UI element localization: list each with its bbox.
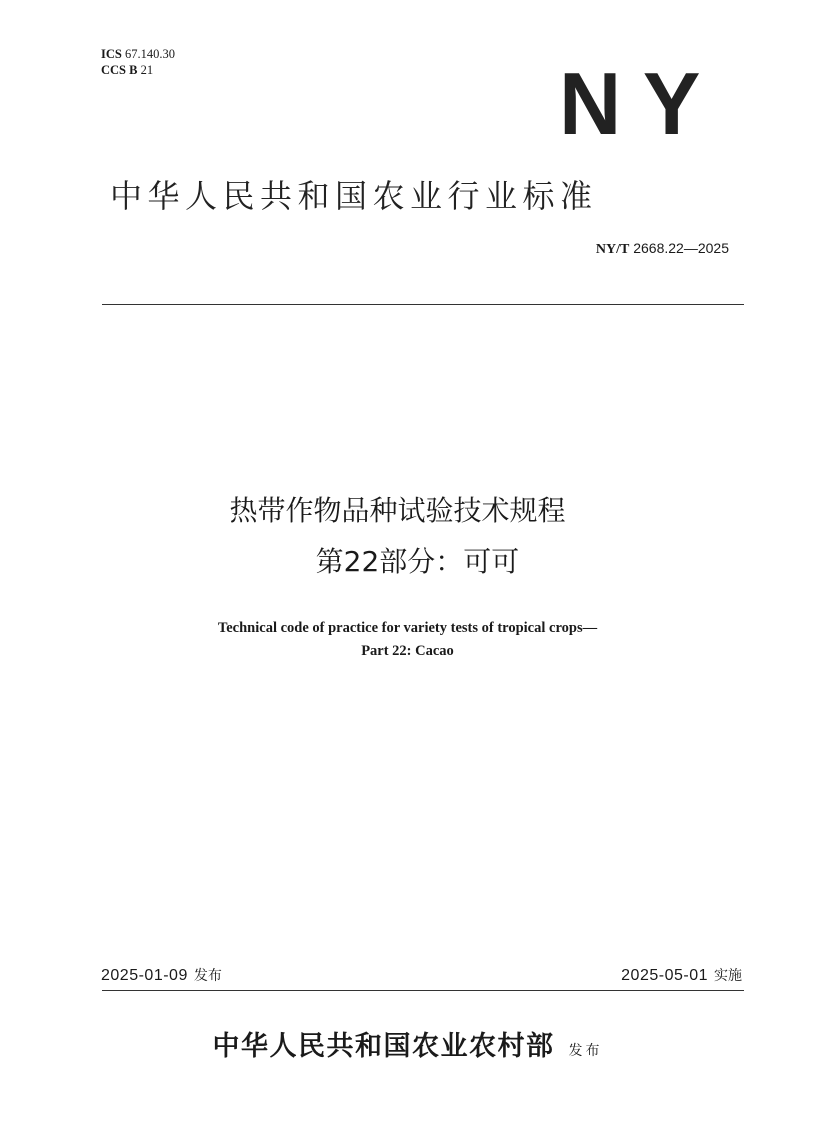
implement-date-value: 2025-05-01 <box>621 967 708 984</box>
title-en-line2: Part 22: Cacao <box>361 643 454 659</box>
ics-label: ICS <box>101 47 122 61</box>
ccs-code: 21 <box>140 63 154 77</box>
standard-number <box>596 240 729 258</box>
footer-divider <box>102 990 744 991</box>
implement-label: 实施 <box>714 968 742 984</box>
issue-date <box>101 965 222 985</box>
standard-number-prefix: NY/T <box>595 242 630 257</box>
header-divider <box>102 304 744 305</box>
title-cn-line1: 热带作物品种试验技术规程 <box>229 494 566 527</box>
ccs-label: CCS B <box>101 63 138 77</box>
standard-number-value: 2668.22—2025 <box>633 240 729 256</box>
implement-date <box>621 965 742 985</box>
title-en-line1: Technical code of practice for variety tests of tropical crops— <box>217 620 598 636</box>
title-cn-line2: 第22部分：可可 <box>315 545 520 578</box>
ccs-line <box>101 62 175 78</box>
standard-category-title: 中华人民共和国农业行业标准 <box>110 177 598 215</box>
issue-date-value: 2025-01-09 <box>101 967 188 984</box>
classification-codes <box>101 46 175 78</box>
issue-label: 发布 <box>193 968 222 984</box>
ics-code: 67.140.30 <box>124 47 175 61</box>
ny-logo: NY <box>559 54 722 153</box>
publisher-name: 中华人民共和国农业农村部 <box>212 1031 555 1062</box>
publisher <box>0 1024 815 1063</box>
publisher-label: 发布 <box>568 1043 603 1059</box>
ics-line <box>101 46 175 62</box>
